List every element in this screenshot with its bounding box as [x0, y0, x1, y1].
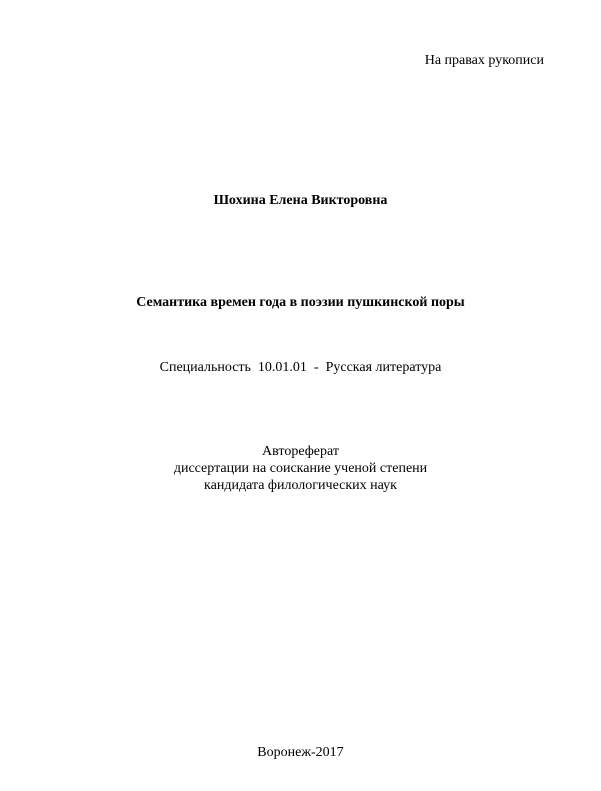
abstract-line: диссертации на соискание ученой степени [173, 461, 428, 476]
abstract-line: кандидата филологических наук [204, 478, 397, 493]
specialty-label: Специальность [159, 360, 251, 375]
abstract-description [0, 443, 601, 494]
author-name: Шохина Елена Викторовна [213, 193, 388, 208]
manuscript-rights-note: На правах рукописи [424, 53, 544, 68]
city-year: Воронеж-2017 [257, 745, 344, 760]
specialty-code: 10.01.01 [257, 360, 307, 375]
specialty-separator: - [313, 360, 319, 375]
dissertation-title: Семантика времен года в поэзии пушкинской поры [136, 295, 465, 310]
abstract-line: Автореферат [262, 444, 339, 459]
specialty-line [0, 360, 601, 376]
specialty-name: Русская литература [325, 360, 442, 375]
